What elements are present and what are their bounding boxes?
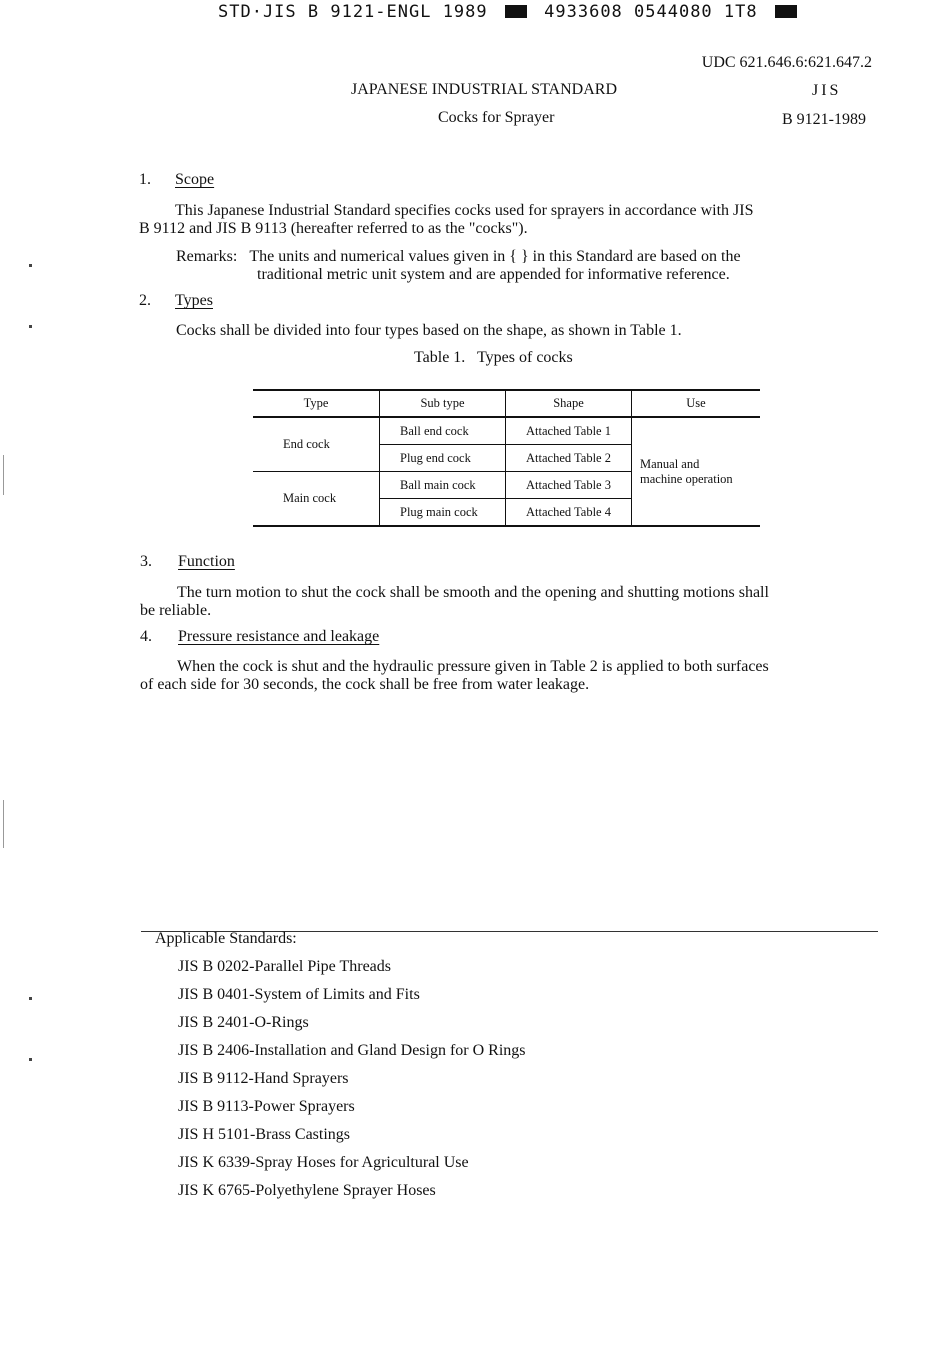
sub-type-cell: Plug main cock [380, 499, 506, 527]
scan-dot [29, 997, 32, 1000]
applicable-standards-list [178, 957, 526, 1209]
column-header-use: Use [632, 390, 761, 417]
list-item: JIS B 9112-Hand Sprayers [178, 1070, 349, 1087]
section-number: 2. [139, 292, 151, 309]
scan-dot [29, 264, 32, 267]
table-header-row [253, 390, 760, 417]
list-item: JIS B 2401-O-Rings [178, 1014, 309, 1031]
section-1-paragraph [139, 202, 849, 238]
document-title: Cocks for Sprayer [438, 109, 555, 126]
table-caption: Table 1. Types of cocks [414, 349, 573, 366]
column-header-type: Type [253, 390, 380, 417]
list-item: JIS K 6765-Polyethylene Sprayer Hoses [178, 1182, 436, 1199]
use-cell [632, 417, 761, 526]
section-number: 3. [140, 553, 152, 570]
standard-number: B 9121-1989 [782, 111, 866, 128]
use-line: machine operation [640, 471, 733, 486]
section-title: Function [178, 553, 235, 570]
list-item: JIS B 2406-Installation and Gland Design for O Rings [178, 1042, 526, 1059]
section-3-paragraph [140, 584, 870, 620]
section-2-paragraph: Cocks shall be divided into four types based on the shape, as shown in Table 1. [176, 322, 682, 339]
types-of-cocks-table [253, 389, 760, 527]
section-title: Scope [175, 171, 215, 188]
scan-dot [29, 325, 32, 328]
remarks-line: traditional metric unit system and are appended for informative reference. [257, 266, 730, 283]
list-item: JIS B 0202-Parallel Pipe Threads [178, 958, 392, 975]
shape-cell: Attached Table 3 [506, 472, 632, 499]
document-code-right: 4933608 0544080 1T8 [544, 2, 758, 22]
list-item: JIS K 6339-Spray Hoses for Agricultural Use [178, 1154, 469, 1171]
remarks-label: Remarks: [176, 248, 238, 265]
use-line: Manual and [640, 456, 700, 471]
section-title: Pressure resistance and leakage [178, 628, 380, 645]
udc-number: UDC 621.646.6:621.647.2 [701, 54, 872, 71]
shape-cell: Attached Table 1 [506, 417, 632, 445]
jis-label: JIS [812, 82, 842, 99]
type-cell: Main cock [253, 472, 380, 527]
sub-type-cell: Ball end cock [380, 417, 506, 445]
sub-type-cell: Ball main cock [380, 472, 506, 499]
shape-cell: Attached Table 2 [506, 445, 632, 472]
standard-organization: JAPANESE INDUSTRIAL STANDARD [351, 81, 617, 98]
section-1-heading [139, 171, 214, 189]
black-block-mark [775, 5, 797, 18]
document-code-left: STD·JIS B 9121-ENGL 1989 [218, 2, 488, 22]
remarks-line: The units and numerical values given in { } in this Standard are based on the [249, 248, 741, 265]
section-number: 1. [139, 171, 151, 188]
list-item: JIS H 5101-Brass Castings [178, 1126, 351, 1143]
section-3-heading [140, 553, 235, 571]
paragraph-line: The turn motion to shut the cock shall be smooth and the opening and shutting motions shall [177, 584, 769, 601]
column-header-shape: Shape [506, 390, 632, 417]
table-row [253, 417, 760, 445]
remarks-block [176, 248, 846, 284]
column-header-sub-type: Sub type [380, 390, 506, 417]
paragraph-line: B 9112 and JIS B 9113 (hereafter referred to as the "cocks"). [139, 220, 528, 237]
document-code-banner [218, 2, 803, 22]
paragraph-line: of each side for 30 seconds, the cock shall be free from water leakage. [140, 676, 590, 693]
shape-cell: Attached Table 4 [506, 499, 632, 527]
scan-line [3, 800, 4, 848]
paragraph-line: This Japanese Industrial Standard specifies cocks used for sprayers in accordance with JIS [175, 202, 754, 219]
section-number: 4. [140, 628, 152, 645]
sub-type-cell: Plug end cock [380, 445, 506, 472]
type-cell: End cock [253, 417, 380, 472]
black-block-mark [505, 5, 527, 18]
paragraph-line: be reliable. [140, 602, 212, 619]
scan-line [3, 455, 4, 495]
scan-dot [29, 1058, 32, 1061]
applicable-standards-heading: Applicable Standards: [155, 930, 297, 947]
list-item: JIS B 9113-Power Sprayers [178, 1098, 355, 1115]
section-2-heading [139, 292, 213, 310]
list-item: JIS B 0401-System of Limits and Fits [178, 986, 420, 1003]
section-title: Types [175, 292, 213, 309]
paragraph-line: When the cock is shut and the hydraulic pressure given in Table 2 is applied to both surfaces [177, 658, 769, 675]
section-4-paragraph [140, 658, 870, 694]
section-4-heading [140, 628, 379, 646]
